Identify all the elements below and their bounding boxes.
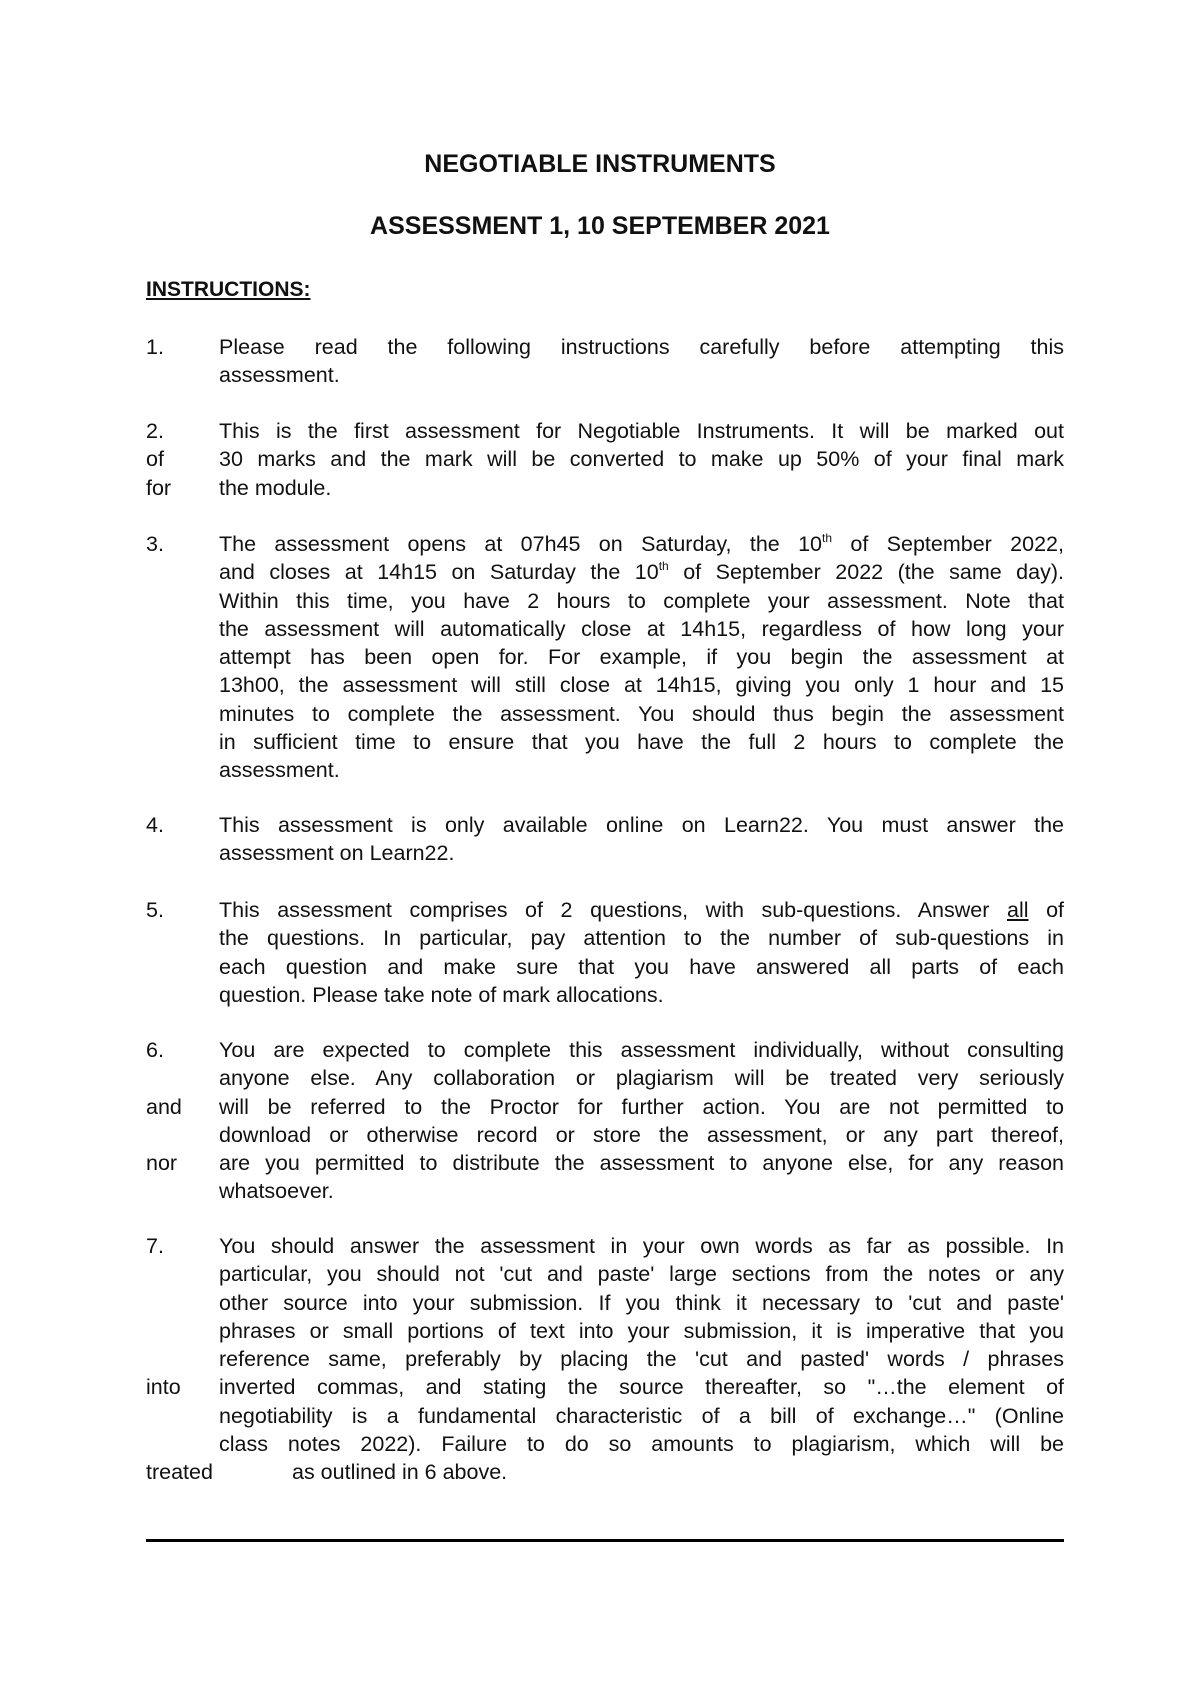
stray-word: for [146, 475, 172, 500]
item-line: assessment. [219, 758, 340, 783]
item-line: the questions. In particular, pay attention to the number of sub-questions in [219, 926, 1064, 951]
stray-word: and [146, 1094, 182, 1119]
stray-word: nor [146, 1151, 178, 1176]
item-line: assessment on Learn22. [219, 841, 455, 866]
item-number: 5. [146, 898, 164, 922]
item-line: You are expected to complete this assessment individually, without consulting [219, 1038, 1064, 1062]
item-line: into inverted commas, and stating the source thereafter, so "…the element of [219, 1373, 1064, 1401]
stray-word: into [146, 1375, 181, 1400]
instruction-item-2 [146, 417, 1064, 502]
item-line: of 30 marks and the mark will be converted to make up 50% of your final mark [219, 445, 1064, 473]
item-line: each question and make sure that you have answered all parts of each [219, 954, 1064, 979]
document-subtitle: ASSESSMENT 1, 10 SEPTEMBER 2021 [370, 212, 830, 240]
instruction-item-5 [146, 896, 1064, 1009]
item-line: Within this time, you have 2 hours to complete your assessment. Note that [219, 588, 1064, 613]
item-number: 1. [146, 335, 164, 359]
emphasis-all: all [1006, 898, 1029, 922]
instruction-item-4 [146, 811, 1064, 868]
item-number: 2. [146, 419, 164, 443]
item-line: question. Please take note of mark allocations. [219, 982, 664, 1007]
item-line: in sufficient time to ensure that you have the full 2 hours to complete the [219, 730, 1064, 755]
instruction-item-7 [146, 1232, 1064, 1487]
item-line: class notes 2022). Failure to do so amounts to plagiarism, which will be [219, 1432, 1064, 1457]
item-line: minutes to complete the assessment. You should thus begin the assessment [219, 701, 1064, 726]
item-number: 3. [146, 532, 164, 556]
item-line: the assessment will automatically close at 14h15, regardless of how long your [219, 616, 1064, 641]
item-line: This assessment comprises of 2 questions, with sub-questions. Answer all of [219, 898, 1065, 922]
superscript: th [658, 559, 669, 574]
item-line: 13h00, the assessment will still close at 14h15, giving you only 1 hour and 15 [219, 673, 1064, 698]
superscript: th [822, 531, 833, 545]
item-line: for the module. [219, 474, 1064, 502]
stray-word: of [146, 447, 164, 472]
item-line: particular, you should not 'cut and paste' large sections from the notes or any [219, 1262, 1064, 1287]
item-number: 7. [146, 1234, 164, 1258]
instructions-heading: INSTRUCTIONS: [146, 278, 311, 301]
document-title: NEGOTIABLE INSTRUMENTS [424, 150, 776, 178]
item-line: Please read the following instructions carefully before attempting this [219, 335, 1064, 359]
item-line: whatsoever. [219, 1179, 334, 1204]
item-line: other source into your submission. If you think it necessary to 'cut and paste' [219, 1290, 1064, 1315]
item-line: This assessment is only available online on Learn22. You must answer the [219, 813, 1064, 837]
item-line: negotiability is a fundamental characteristic of a bill of exchange…" (Online [219, 1403, 1064, 1428]
item-line: You should answer the assessment in your own words as far as possible. In [219, 1234, 1064, 1258]
item-number: 4. [146, 813, 164, 837]
item-line: This is the first assessment for Negotiable Instruments. It will be marked out [219, 419, 1064, 443]
item-line: anyone else. Any collaboration or plagiarism will be treated very seriously [219, 1066, 1064, 1091]
instruction-item-6 [146, 1036, 1064, 1206]
item-line: phrases or small portions of text into your submission, it is imperative that you [219, 1318, 1064, 1343]
item-line: assessment. [219, 363, 340, 388]
item-line: The assessment opens at 07h45 on Saturday, the 10th of September 2022, [219, 531, 1064, 556]
instruction-item-1 [146, 333, 1064, 390]
item-line: reference same, preferably by placing the 'cut and pasted' words / phrases [219, 1347, 1064, 1372]
stray-word: treated [146, 1460, 213, 1485]
item-line: and closes at 14h15 on Saturday the 10th of September 2022 (the same day). [219, 559, 1064, 585]
item-number: 6. [146, 1038, 164, 1062]
instruction-item-3 [146, 530, 1064, 785]
item-line: nor are you permitted to distribute the assessment to anyone else, for any reason [219, 1149, 1064, 1177]
item-line: treated as outlined in 6 above. [219, 1458, 1064, 1486]
horizontal-rule [146, 1539, 1064, 1542]
item-line: and will be referred to the Proctor for further action. You are not permitted to [219, 1093, 1064, 1121]
item-line: attempt has been open for. For example, if you begin the assessment at [219, 645, 1064, 670]
item-line: download or otherwise record or store the assessment, or any part thereof, [219, 1122, 1064, 1147]
